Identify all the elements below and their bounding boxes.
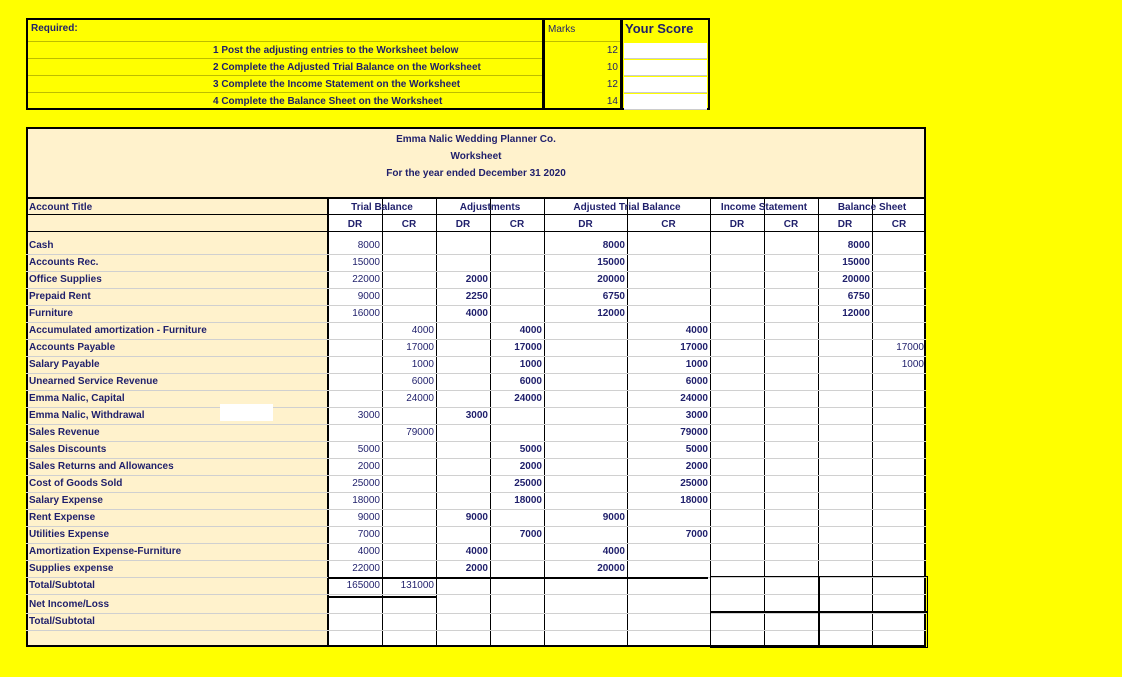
worksheet-banner: [26, 127, 926, 197]
cell-acr[interactable]: 6000: [519, 376, 542, 387]
blank-input-cell[interactable]: [220, 404, 273, 421]
header-income-statement: Income Statement: [720, 202, 808, 213]
cell-atcr[interactable]: 3000: [685, 410, 708, 421]
cell-bcr[interactable]: 17000: [896, 342, 924, 353]
account-name: Cash: [29, 240, 54, 251]
score-column: [622, 18, 710, 110]
document-title: Worksheet: [450, 151, 502, 162]
required-item-4: 4 Complete the Balance Sheet on the Worksheet: [213, 96, 443, 107]
cell-adr[interactable]: 2250: [465, 291, 488, 302]
account-name: Rent Expense: [29, 512, 96, 523]
cell-tdr[interactable]: 4000: [357, 546, 380, 557]
cell-tdr[interactable]: 15000: [352, 257, 380, 268]
account-name: Emma Nalic, Withdrawal: [29, 410, 145, 421]
cell-bdr[interactable]: 12000: [842, 308, 870, 319]
cell-acr[interactable]: 7000: [519, 529, 542, 540]
cell-acr[interactable]: 17000: [514, 342, 542, 353]
cell-acr[interactable]: 4000: [519, 325, 542, 336]
cell-tdr[interactable]: 18000: [352, 495, 380, 506]
account-name: Prepaid Rent: [29, 291, 91, 302]
account-name: Utilities Expense: [29, 529, 110, 540]
header-adjusted-trial-balance: Adjusted Trial Balance: [573, 202, 681, 213]
cell-atcr[interactable]: 79000: [680, 427, 708, 438]
header-adjustments: Adjustments: [459, 202, 521, 213]
cell-tdr[interactable]: 7000: [357, 529, 380, 540]
cell-tcr[interactable]: 4000: [411, 325, 434, 336]
account-name: Total/Subtotal: [29, 616, 95, 627]
account-name: Total/Subtotal: [29, 580, 95, 591]
account-name: Cost of Goods Sold: [29, 478, 123, 489]
required-item-2: 2 Complete the Adjusted Trial Balance on the Worksheet: [213, 62, 481, 73]
header-bs-dr: DR: [837, 219, 853, 230]
cell-tdr[interactable]: 25000: [352, 478, 380, 489]
header-adj-cr: CR: [509, 219, 525, 230]
cell-tcr[interactable]: 6000: [411, 376, 434, 387]
cell-tcr[interactable]: 79000: [406, 427, 434, 438]
header-balance-sheet: Balance Sheet: [837, 202, 907, 213]
header-bs-cr: CR: [891, 219, 907, 230]
required-title: Required:: [31, 23, 78, 34]
account-name: Emma Nalic, Capital: [29, 393, 125, 404]
header-trial-balance: Trial Balance: [351, 202, 413, 213]
required-item-3: 3 Complete the Income Statement on the Worksheet: [213, 79, 461, 90]
cell-atcr[interactable]: 4000: [685, 325, 708, 336]
marks-value-4: 14: [606, 96, 618, 107]
cell-atcr[interactable]: 24000: [680, 393, 708, 404]
cell-atdr[interactable]: 9000: [602, 512, 625, 523]
account-name: Office Supplies: [29, 274, 102, 285]
cell-tdr[interactable]: 8000: [357, 240, 380, 251]
cell-atdr[interactable]: 20000: [597, 563, 625, 574]
cell-tcr[interactable]: 17000: [406, 342, 434, 353]
cell-atdr[interactable]: 12000: [597, 308, 625, 319]
cell-tcr[interactable]: 131000: [400, 580, 434, 591]
header-trial-cr: CR: [401, 219, 417, 230]
cell-bdr[interactable]: 6750: [847, 291, 870, 302]
account-name: Amortization Expense-Furniture: [29, 546, 182, 557]
cell-tdr[interactable]: 5000: [357, 444, 380, 455]
header-is-dr: DR: [729, 219, 745, 230]
account-name: Accumulated amortization - Furniture: [29, 325, 207, 336]
cell-atdr[interactable]: 4000: [602, 546, 625, 557]
cell-bcr[interactable]: 1000: [901, 359, 924, 370]
cell-adr[interactable]: 9000: [465, 512, 488, 523]
company-name: Emma Nalic Wedding Planner Co.: [396, 134, 556, 145]
account-name: Sales Revenue: [29, 427, 100, 438]
required-panel: [26, 18, 544, 110]
cell-bdr[interactable]: 8000: [847, 240, 870, 251]
cell-bdr[interactable]: 15000: [842, 257, 870, 268]
cell-atdr[interactable]: 6750: [602, 291, 625, 302]
cell-tdr[interactable]: 22000: [352, 274, 380, 285]
account-name: Sales Returns and Allowances: [29, 461, 174, 472]
marks-header: Marks: [548, 24, 576, 35]
marks-column: [544, 18, 622, 110]
cell-tdr[interactable]: 2000: [357, 461, 380, 472]
score-header: Your Score: [625, 21, 694, 36]
header-is-cr: CR: [783, 219, 799, 230]
account-name: Sales Discounts: [29, 444, 107, 455]
header-trial-dr: DR: [347, 219, 363, 230]
cell-tdr[interactable]: 16000: [352, 308, 380, 319]
cell-tdr[interactable]: 22000: [352, 563, 380, 574]
cell-adr[interactable]: 4000: [465, 546, 488, 557]
cell-adr[interactable]: 2000: [465, 274, 488, 285]
cell-acr[interactable]: 25000: [514, 478, 542, 489]
header-atb-cr: CR: [661, 219, 676, 230]
cell-atdr[interactable]: 15000: [597, 257, 625, 268]
cell-tdr[interactable]: 165000: [346, 580, 380, 591]
cell-acr[interactable]: 1000: [519, 359, 542, 370]
header-atb-dr: DR: [578, 219, 593, 230]
cell-acr[interactable]: 18000: [514, 495, 542, 506]
score-cell-4[interactable]: [624, 94, 707, 110]
cell-tdr[interactable]: 3000: [357, 410, 380, 421]
marks-value-1: 12: [606, 45, 618, 56]
cell-bdr[interactable]: 20000: [842, 274, 870, 285]
cell-atcr[interactable]: 18000: [680, 495, 708, 506]
cell-tcr[interactable]: 24000: [406, 393, 434, 404]
cell-atdr[interactable]: 20000: [597, 274, 625, 285]
cell-atcr[interactable]: 1000: [685, 359, 708, 370]
account-name: Salary Payable: [29, 359, 100, 370]
cell-atcr[interactable]: 7000: [685, 529, 708, 540]
account-name: Unearned Service Revenue: [29, 376, 158, 387]
cell-acr[interactable]: 2000: [519, 461, 542, 472]
cell-adr[interactable]: 2000: [465, 563, 488, 574]
cell-atcr[interactable]: 2000: [685, 461, 708, 472]
header-account-title: Account Title: [29, 202, 93, 213]
account-name: Accounts Payable: [29, 342, 116, 353]
account-name: Salary Expense: [29, 495, 103, 506]
required-item-1: 1 Post the adjusting entries to the Worksheet below: [213, 45, 459, 56]
score-cell-2[interactable]: [624, 60, 707, 76]
header-adj-dr: DR: [455, 219, 471, 230]
score-cell-3[interactable]: [624, 77, 707, 93]
marks-value-2: 10: [606, 62, 618, 73]
cell-acr[interactable]: 24000: [514, 393, 542, 404]
cell-tcr[interactable]: 1000: [411, 359, 434, 370]
cell-tdr[interactable]: 9000: [357, 512, 380, 523]
score-cell-1[interactable]: [624, 43, 707, 59]
account-name: Furniture: [29, 308, 73, 319]
cell-atcr[interactable]: 6000: [685, 376, 708, 387]
cell-atdr[interactable]: 8000: [602, 240, 625, 251]
cell-adr[interactable]: 3000: [465, 410, 488, 421]
cell-atcr[interactable]: 17000: [680, 342, 708, 353]
cell-atcr[interactable]: 25000: [680, 478, 708, 489]
account-name: Accounts Rec.: [29, 257, 99, 268]
account-name: Supplies expense: [29, 563, 114, 574]
period-title: For the year ended December 31 2020: [386, 168, 566, 179]
cell-tdr[interactable]: 9000: [357, 291, 380, 302]
cell-adr[interactable]: 4000: [465, 308, 488, 319]
cell-acr[interactable]: 5000: [519, 444, 542, 455]
marks-value-3: 12: [606, 79, 618, 90]
account-name: Net Income/Loss: [29, 599, 110, 610]
cell-atcr[interactable]: 5000: [685, 444, 708, 455]
